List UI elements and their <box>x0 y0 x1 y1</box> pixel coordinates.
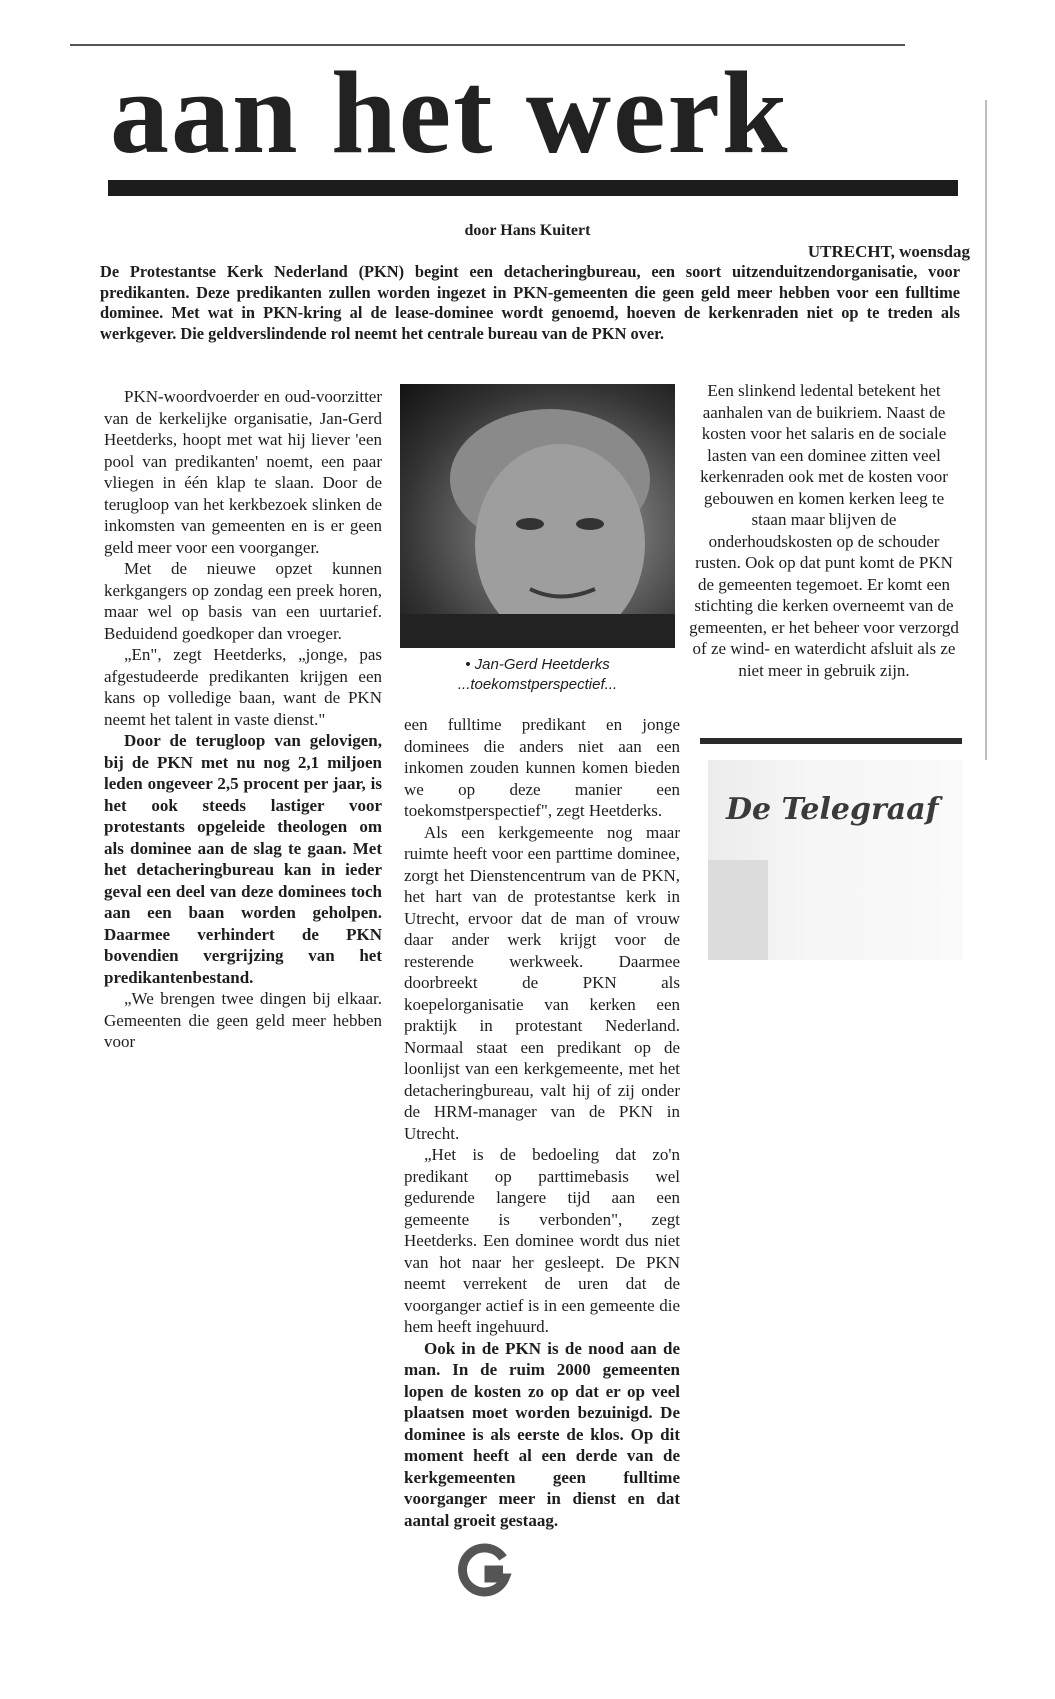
col1-paragraph: PKN-woordvoerder en oud-voorzitter van de kerkelijke organisatie, Jan-Gerd Heetderks, hoopt met wat hij liever 'een pool van predikanten' noemt, een paar vliegen in één klap te slaan. Door de terugloop van het kerkbezoek slinken de inkomsten van gemeenten en is er geen geld meer voor een voorganger. <box>104 387 382 557</box>
byline: door Hans Kuitert <box>464 222 591 239</box>
column-2 <box>404 714 680 1531</box>
newspaper-logo-clip <box>708 760 963 960</box>
col1-paragraph-bold: Door de terugloop van gelovigen, bij de PKN met nu nog 2,1 miljoen leden ongeveer 2,5 procent per jaar, is het ook steeds lastiger voor protestants opgeleide theologen om als dominee aan de slag te gaan. Met het detacheringbureau kan in ieder geval een deel van deze dominees toch aan een baan worden geholpen. Daarmee verhindert de PKN bovendien vergrijzing van het predikantenbestand. <box>104 731 382 987</box>
col2-paragraph: een fulltime predikant en jonge dominees die anders niet aan een inkomen zouden kunnen komen bieden we op deze manier een toekomstperspectief", zegt Heetderks. <box>404 715 680 820</box>
col1-paragraph: „En", zegt Heetderks, „jonge, pas afgestudeerde predikanten krijgen een kans op volledige baan, want de PKN neemt het talent in vaste dienst." <box>104 645 382 729</box>
lead-paragraph: De Protestantse Kerk Nederland (PKN) begint een detacheringbureau, een soort uitzenduitzendorganisatie, voor predikanten. Deze predikanten zullen worden ingezet in PKN-gemeenten die geen geld meer hebben voor een fulltime dominee. Met wat in PKN-kring al de lease-dominee wordt genoemd, hoeven de kerkenraden niet op te treden als werkgever. Die geldverslindende rol neemt het centrale bureau van de PKN over. <box>100 262 960 343</box>
headline-bar <box>108 180 958 196</box>
column-end-rule <box>700 738 962 744</box>
col2-paragraph-bold: Ook in de PKN is de nood aan de man. In de ruim 2000 gemeenten lopen de kosten zo op dat er op veel plaatsen moet worden bezuinigd. De dominee is als eerste de klos. Op dit moment heeft al een derde van de kerkgemeenten geen fulltime voorganger meer in dienst en dat aantal groeit gestaag. <box>404 1338 680 1530</box>
dateline: UTRECHT, woensdag <box>807 242 970 261</box>
caption-subtitle: ...toekomstperspectief... <box>457 676 618 693</box>
col1-paragraph: „We brengen twee dingen bij elkaar. Gemeenten die geen geld meer hebben voor <box>104 989 382 1051</box>
logo-strip <box>708 860 768 960</box>
g-stamp-icon <box>455 1540 515 1600</box>
newspaper-logo: De Telegraaf <box>726 792 939 827</box>
col2-paragraph: „Het is de bedoeling dat zo'n predikant op parttimebasis wel gedurende langere tijd aan een gemeente is verbonden", zegt Heetderks. Een dominee wordt dus niet van hot naar her gesleept. De PKN neemt verrekent de uren dat de voorganger actief is in een gemeente die hem heeft ingehuurd. <box>404 1145 680 1336</box>
column-3 <box>688 380 960 681</box>
col2-paragraph: Als een kerkgemeente nog maar ruimte heeft voor een parttime dominee, zorgt het Dienstencentrum van de PKN, het hart van de protestantse kerk in Utrecht, ervoor dat de man of vrouw daar ander werk krijgt voor de resterende werkweek. Daarmee doorbreekt de PKN als koepelorganisatie van kerken een praktijk in protestant Nederland. Normaal staat een predikant op de loonlijst van een kerkgemeente, met het detacheringbureau, valt hij of zij onder de HRM-manager van de PKN in Utrecht. <box>404 822 680 1143</box>
col3-paragraph: Een slinkend ledental betekent het aanhalen van de buikriem. Naast de kosten voor het salaris en de sociale lasten van een dominee zitten veel kerkenraden ook met de kosten voor gebouwen en komen kerken leeg te staan maar blijven de onderhoudskosten op de schouder rusten. Ook op dat punt komt de PKN de gemeenten tegemoet. Er komt een stichting die kerken overneemt van de gemeenten, er het beheer voor verzorgd of ze wind- en waterdicht afsluit als ze niet meer in gebruik zijn. <box>689 381 959 680</box>
column-1 <box>104 386 382 1053</box>
headline: aan het werk <box>110 47 790 178</box>
col1-paragraph: Met de nieuwe opzet kunnen kerkgangers op zondag een preek horen, maar wel op basis van een uurtarief. Beduidend goedkoper dan vroeger. <box>104 559 382 643</box>
photo-caption <box>400 655 675 695</box>
caption-name: • Jan-Gerd Heetderks <box>465 656 610 673</box>
side-rule <box>985 100 987 760</box>
portrait-photo <box>400 384 675 648</box>
